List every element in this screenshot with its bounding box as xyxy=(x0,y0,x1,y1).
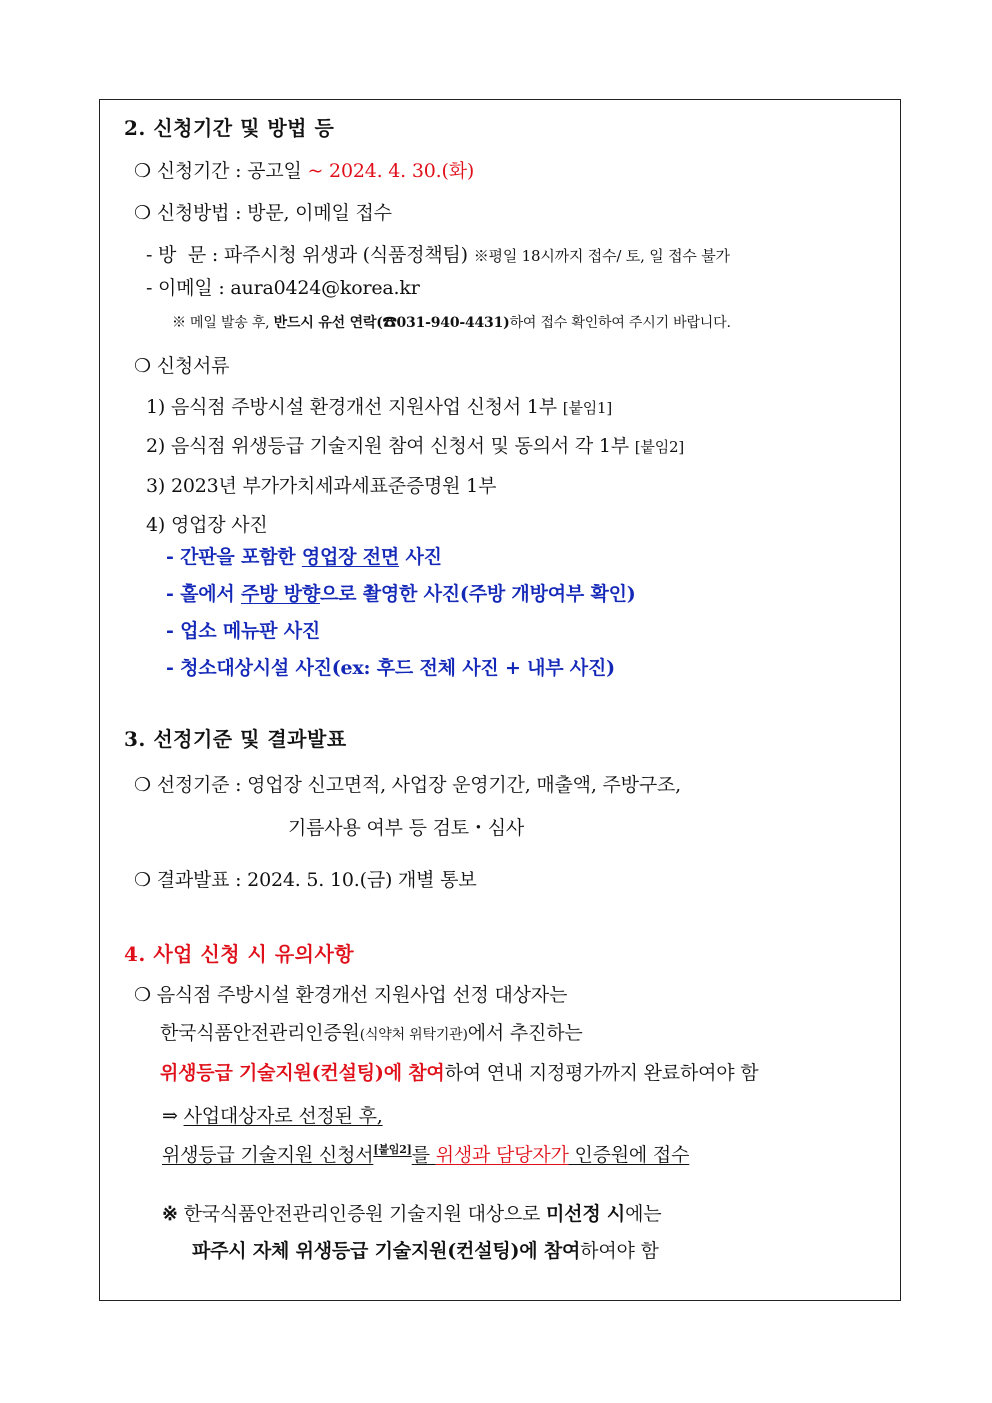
notice-line-3-red: 위생등급 기술지원(컨설팅)에 참여 xyxy=(160,1062,445,1084)
note-mark: ※ xyxy=(162,1203,178,1225)
criteria-line-1 xyxy=(134,772,681,798)
email-note-post: 하여 접수 확인하여 주시기 바랍니다. xyxy=(509,315,731,331)
photo-item-4: - 청소대상시설 사진(ex: 후드 전체 사진 + 내부 사진) xyxy=(166,657,615,679)
notice-line-4 xyxy=(162,1103,383,1129)
bullet-icon: ❍ xyxy=(134,160,151,182)
photo-item-3: - 업소 메뉴판 사진 xyxy=(166,620,321,642)
note-line-2-post: 하여야 함 xyxy=(580,1240,659,1262)
docs-title: 신청서류 xyxy=(156,355,230,377)
email-line: - 이메일 : aura0424@korea.kr xyxy=(146,277,420,299)
visit-main: - 방 문 : 파주시청 위생과 (식품정책팀) xyxy=(146,244,474,266)
bullet-icon: ❍ xyxy=(134,355,151,377)
note-line-1-bold: 미선정 시 xyxy=(546,1203,626,1225)
period-line xyxy=(134,158,474,184)
notice-line-5-sup: [붙임2] xyxy=(373,1143,412,1156)
bullet-icon: ❍ xyxy=(134,869,151,891)
method-line xyxy=(134,200,392,226)
photo-item-2-post: 으로 촬영한 사진(주방 개방여부 확인) xyxy=(320,583,636,605)
note-line-1-pre: 한국식품안전관리인증원 기술지원 대상으로 xyxy=(177,1203,547,1225)
section-3-title: 3. 선정기준 및 결과발표 xyxy=(124,727,347,751)
arrow-icon: ⇒ xyxy=(162,1105,184,1127)
photo-item-1 xyxy=(166,544,442,570)
bullet-icon: ❍ xyxy=(134,202,151,224)
note-line-1 xyxy=(162,1201,661,1227)
photo-item-1-underline: 영업장 전면 xyxy=(301,546,400,568)
section-4-title: 4. 사업 신청 시 유의사항 xyxy=(124,942,355,966)
doc-item-1 xyxy=(146,394,612,421)
criteria-text-1: 선정기준 : 영업장 신고면적, 사업장 운영기간, 매출액, 주방구조, xyxy=(156,774,681,796)
notice-line-5-u1: 위생등급 기술지원 신청서 xyxy=(162,1144,374,1166)
result-line xyxy=(134,867,476,893)
notice-line-5 xyxy=(162,1142,689,1168)
doc-item-3: 3) 2023년 부가가치세과세표준증명원 1부 xyxy=(146,475,497,497)
section-2-title: 2. 신청기간 및 방법 등 xyxy=(124,116,335,140)
notice-text-1: 음식점 주방시설 환경개선 지원사업 선정 대상자는 xyxy=(156,984,568,1006)
notice-line-5-u2: 를 xyxy=(411,1144,436,1166)
photo-item-2-underline: 주방 방향 xyxy=(240,583,321,605)
docs-title-line xyxy=(134,353,229,379)
doc-item-2 xyxy=(146,433,684,460)
doc-item-1-text: 1) 음식점 주방시설 환경개선 지원사업 신청서 1부 xyxy=(146,396,563,418)
method-text: 신청방법 : 방문, 이메일 접수 xyxy=(156,202,392,224)
notice-line-1 xyxy=(134,982,567,1008)
notice-line-2-small: (식약처 위탁기관) xyxy=(359,1027,468,1043)
doc-item-2-tag: [붙임2] xyxy=(634,438,685,456)
email-note xyxy=(172,310,731,336)
note-line-1-post: 에는 xyxy=(625,1203,662,1225)
doc-item-2-text: 2) 음식점 위생등급 기술지원 참여 신청서 및 동의서 각 1부 xyxy=(146,435,635,457)
photo-item-2-pre: - 홀에서 xyxy=(166,583,241,605)
notice-line-4-underline: 사업대상자로 선정된 후, xyxy=(183,1105,383,1127)
email-note-bold: 반드시 유선 연락(☎031-940-4431) xyxy=(273,315,510,331)
photo-item-1-pre: - 간판을 포함한 xyxy=(166,546,302,568)
period-date: ~ 2024. 4. 30.(화) xyxy=(307,160,475,182)
notice-line-5-u3: 인증원에 접수 xyxy=(568,1144,690,1166)
email-note-pre: ※ 메일 발송 후, xyxy=(172,315,274,331)
notice-line-3 xyxy=(160,1060,758,1086)
notice-line-2 xyxy=(160,1020,583,1048)
doc-item-4: 4) 영업장 사진 xyxy=(146,514,268,536)
doc-item-1-tag: [붙임1] xyxy=(562,399,613,417)
note-line-2-bold: 파주시 자체 위생등급 기술지원(컨설팅)에 참여 xyxy=(192,1240,581,1262)
criteria-line-2: 기름사용 여부 등 검토・심사 xyxy=(288,817,525,839)
photo-item-1-post: 사진 xyxy=(399,546,442,568)
note-line-2 xyxy=(192,1238,659,1264)
period-label: 신청기간 : 공고일 xyxy=(156,160,308,182)
result-text: 결과발표 : 2024. 5. 10.(금) 개별 통보 xyxy=(156,869,477,891)
notice-line-2-post: 에서 추진하는 xyxy=(467,1022,583,1044)
photo-item-2 xyxy=(166,581,636,607)
bullet-icon: ❍ xyxy=(134,984,151,1006)
notice-line-5-red: 위생과 담당자가 xyxy=(435,1144,569,1166)
visit-line xyxy=(146,242,730,269)
visit-note: ※평일 18시까지 접수/ 토, 일 접수 불가 xyxy=(473,247,730,265)
notice-line-2-pre: 한국식품안전관리인증원 xyxy=(160,1022,360,1044)
bullet-icon: ❍ xyxy=(134,774,151,796)
notice-line-3-post: 하여 연내 지정평가까지 완료하여야 함 xyxy=(444,1062,759,1084)
